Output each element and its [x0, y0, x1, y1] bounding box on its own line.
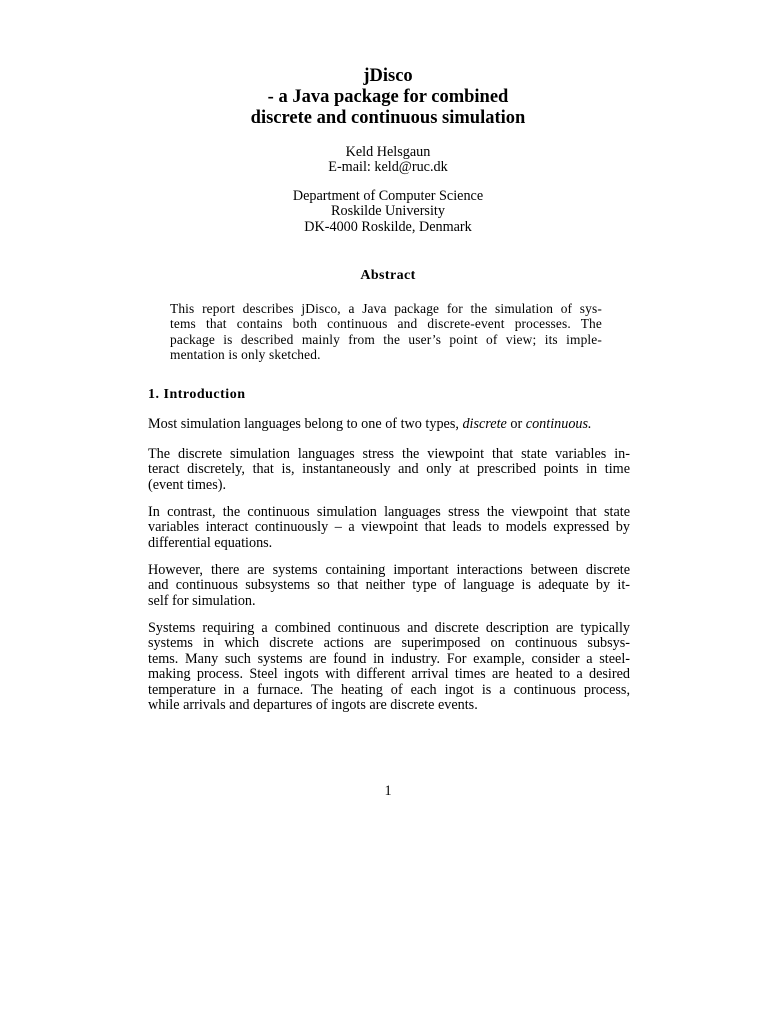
author-email: E-mail: keld@ruc.dk [328, 159, 448, 176]
paragraph-4 [148, 563, 630, 609]
paragraph-line: However, there are systems containing important interactions between discrete [148, 562, 630, 578]
paragraph-3 [148, 505, 630, 551]
paper-title [0, 66, 768, 129]
paragraph-5 [148, 621, 630, 713]
paragraph-line: (event times). [148, 476, 227, 493]
paragraph-line: making process. Steel ingots with different arrival times are heated to a desired [148, 666, 630, 683]
affiliation-address: DK-4000 Roskilde, Denmark [304, 218, 472, 235]
section-heading: 1. Introduction [148, 387, 246, 402]
text-run: or [506, 416, 526, 432]
affiliation-department: Department of Computer Science [292, 188, 484, 204]
paragraph-1 [148, 417, 630, 432]
abstract-heading: Abstract [360, 268, 416, 283]
emphasis-continuous: continuous. [525, 416, 592, 432]
author-name: Keld Helsgaun [345, 144, 431, 160]
title-line-1: jDisco [363, 66, 413, 86]
paragraph-line: teract discretely, that is, instantaneously and only at prescribed points in time [148, 461, 630, 478]
paragraph-line: The discrete simulation languages stress the viewpoint that state variables in- [148, 446, 630, 462]
title-line-3: discrete and continuous simulation [250, 108, 526, 128]
abstract-line: tems that contains both continuous and discrete-event processes. The [170, 316, 602, 332]
paragraph-line: variables interact continuously – a viewpoint that leads to models expressed by [148, 519, 630, 536]
emphasis-discrete: discrete [462, 416, 507, 432]
affiliation-university: Roskilde University [331, 203, 445, 220]
paragraph-line [148, 417, 630, 432]
text-run: Most simulation languages belong to one of two types, [148, 416, 463, 432]
author-block [0, 145, 768, 176]
paragraph-line: tems. Many such systems are found in industry. For example, consider a steel- [148, 650, 630, 667]
paragraph-line: In contrast, the continuous simulation languages stress the viewpoint that state [148, 504, 630, 520]
paragraph-line: temperature in a furnace. The heating of each ingot is a continuous process, [148, 681, 630, 698]
paragraph-line: differential equations. [148, 534, 273, 551]
paragraph-line: while arrivals and departures of ingots are discrete events. [148, 697, 478, 714]
page-number: 1 [384, 783, 392, 799]
abstract-line: mentation is only sketched. [170, 346, 321, 362]
paragraph-line: self for simulation. [148, 592, 256, 609]
paragraph-line: and continuous subsystems so that neither type of language is adequate by it- [148, 577, 630, 594]
paragraph-2 [148, 447, 630, 493]
abstract-line: This report describes jDisco, a Java package for the simulation of sys- [170, 301, 602, 316]
abstract-body [170, 301, 602, 362]
paragraph-line: systems in which discrete actions are superimposed on continuous subsys- [148, 635, 630, 652]
abstract-line: package is described mainly from the user’s point of view; its imple- [170, 331, 602, 347]
affiliation-block [0, 189, 768, 235]
paragraph-line: Systems requiring a combined continuous and discrete description are typically [148, 620, 630, 636]
title-line-2: - a Java package for combined [267, 87, 509, 107]
